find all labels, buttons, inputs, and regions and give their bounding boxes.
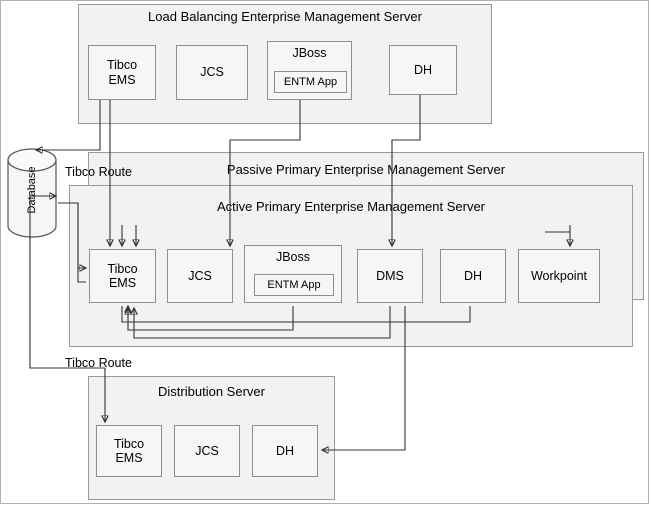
lb-jboss-label: JBoss <box>292 46 327 60</box>
dist-jcs-label: JCS <box>195 443 219 458</box>
lb-component-dh[interactable] <box>389 45 457 95</box>
active-component-dh[interactable] <box>440 249 506 303</box>
distribution-component-tibco-ems[interactable] <box>96 425 162 477</box>
database-label: Database <box>26 166 38 214</box>
distribution-component-jcs[interactable] <box>174 425 240 477</box>
lb-component-jcs[interactable] <box>176 45 248 100</box>
dist-tibco-ems-label-line1: Tibco <box>113 436 145 451</box>
active-workpoint-label: Workpoint <box>530 268 588 283</box>
passive-primary-server-title: Passive Primary Enterprise Management Server <box>226 162 506 177</box>
active-jboss-entm-app[interactable] <box>254 274 334 296</box>
active-jboss-label: JBoss <box>275 250 311 264</box>
lb-jcs-label: JCS <box>200 65 224 80</box>
active-tibco-ems-label-line2: EMS <box>108 276 137 290</box>
load-balancing-server-title: Load Balancing Enterprise Management Server <box>148 9 422 24</box>
lb-tibco-ems-label-line1: Tibco <box>106 58 138 73</box>
active-component-dms[interactable] <box>357 249 423 303</box>
active-entm-app-label: ENTM App <box>267 278 321 291</box>
lb-entm-app-label: ENTM App <box>283 75 338 88</box>
active-dh-label: DH <box>463 268 483 283</box>
active-tibco-ems-label-line1: Tibco <box>107 261 138 276</box>
active-component-jboss[interactable] <box>244 245 342 303</box>
active-component-jcs[interactable] <box>167 249 233 303</box>
active-jcs-label: JCS <box>188 268 212 283</box>
dist-dh-label: DH <box>275 443 295 458</box>
active-component-tibco-ems[interactable] <box>89 249 156 303</box>
active-primary-server-title: Active Primary Enterprise Management Server <box>216 199 486 214</box>
database-cylinder[interactable] <box>6 148 58 238</box>
lb-component-jboss[interactable] <box>267 41 352 100</box>
lb-dh-label: DH <box>413 62 433 77</box>
distribution-component-dh[interactable] <box>252 425 318 477</box>
lb-component-tibco-ems[interactable] <box>88 45 156 100</box>
tibco-route-label-top: Tibco Route <box>65 165 132 179</box>
distribution-server-title: Distribution Server <box>158 384 265 399</box>
lb-jboss-entm-app[interactable] <box>274 71 347 93</box>
dist-tibco-ems-label-line2: EMS <box>115 451 143 465</box>
tibco-route-label-bottom: Tibco Route <box>65 356 132 370</box>
lb-tibco-ems-label-line2: EMS <box>108 72 136 87</box>
active-dms-label: DMS <box>376 268 404 283</box>
active-component-workpoint[interactable] <box>518 249 600 303</box>
